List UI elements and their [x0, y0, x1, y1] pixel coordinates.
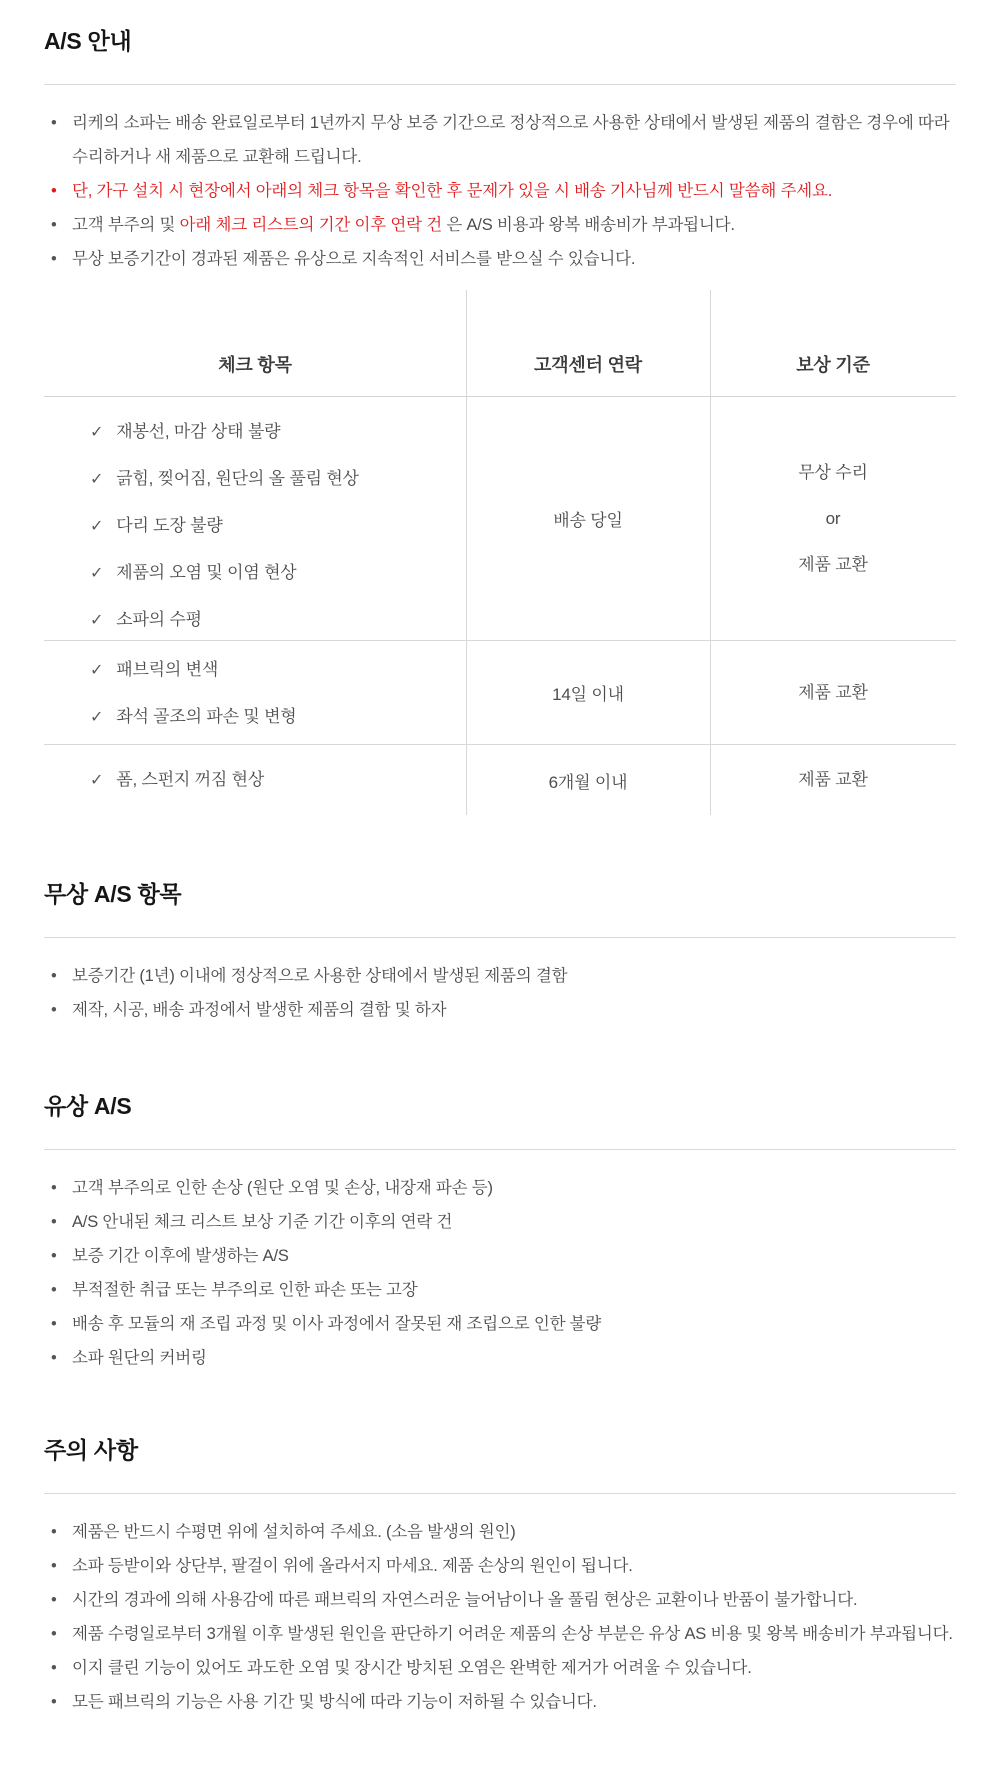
bullet-item — [44, 1239, 956, 1273]
bullet-item — [44, 1617, 956, 1651]
section-divider — [44, 1149, 956, 1150]
check-items-cell — [44, 397, 466, 640]
check-item-text: 제품의 오염 및 이염 현상 — [116, 563, 297, 582]
bullet-icon: • — [51, 1247, 57, 1265]
bullet-item — [44, 174, 956, 208]
section-divider — [44, 1493, 956, 1494]
bullet-text: 보증기간 (1년) 이내에 정상적으로 사용한 상태에서 발생된 제품의 결함 — [72, 967, 568, 985]
bullet-item — [44, 208, 956, 242]
bullet-item — [44, 1651, 956, 1685]
check-table-body — [44, 397, 956, 815]
check-item — [90, 409, 466, 456]
bullet-icon: • — [51, 1281, 57, 1299]
bullet-text: 이지 클린 기능이 있어도 과도한 오염 및 장시간 방치된 오염은 완벽한 제거가 어려울 수 있습니다. — [72, 1659, 752, 1677]
paid-as-title: 유상 A/S — [44, 1093, 132, 1119]
compensation-line: or — [825, 508, 841, 528]
check-table-header-row — [44, 290, 956, 397]
table-row — [44, 641, 956, 745]
section-as-guide — [44, 26, 956, 276]
bullet-item — [44, 993, 956, 1027]
bullet-item — [44, 1549, 956, 1583]
checkmark-icon: ✓ — [90, 518, 104, 535]
bullet-item — [44, 242, 956, 276]
bullet-item — [44, 1685, 956, 1719]
check-item-text: 좌석 골조의 파손 및 변형 — [116, 707, 297, 726]
bullet-text: 단, 가구 설치 시 현장에서 아래의 체크 항목을 확인한 후 문제가 있을 시 배송 기사님께 반드시 말씀해 주세요. — [72, 182, 833, 200]
check-item-text: 폼, 스펀지 꺼짐 현상 — [116, 770, 265, 789]
bullet-text: 소파 등받이와 상단부, 팔걸이 위에 올라서지 마세요. 제품 손상의 원인이 됩니다. — [72, 1557, 633, 1575]
check-item — [90, 694, 466, 741]
as-guide-bullet-list — [44, 106, 956, 276]
contact-cell: 6개월 이내 — [548, 772, 628, 792]
check-item-text: 패브릭의 변색 — [116, 660, 219, 679]
compensation-cell — [710, 641, 956, 744]
bullet-text: 리케의 소파는 배송 완료일로부터 1년까지 무상 보증 기간으로 정상적으로 사용한 상태에서 발생된 제품의 결함은 경우에 따라 수리하거나 새 제품으로 교환해 드립니다. — [72, 114, 950, 166]
bullet-icon: • — [51, 1523, 57, 1541]
bullet-text: 부적절한 취급 또는 부주의로 인한 파손 또는 고장 — [72, 1281, 418, 1299]
bullet-text: 소파 원단의 커버링 — [72, 1349, 207, 1367]
bullet-text: 고객 부주의로 인한 손상 (원단 오염 및 손상, 내장재 파손 등) — [72, 1179, 493, 1197]
bullet-item — [44, 959, 956, 993]
section-divider — [44, 937, 956, 938]
bullet-item — [44, 1307, 956, 1341]
table-header-check-items: 체크 항목 — [218, 355, 292, 375]
table-row — [44, 397, 956, 641]
section-caution — [44, 1435, 956, 1719]
table-row — [44, 745, 956, 815]
compensation-cell — [710, 397, 956, 640]
compensation-cell — [710, 745, 956, 815]
bullet-text: 시간의 경과에 의해 사용감에 따른 패브릭의 자연스러운 늘어남이나 올 풀림 현상은 교환이나 반품이 불가합니다. — [72, 1591, 858, 1609]
bullet-text: 보증 기간 이후에 발생하는 A/S — [72, 1247, 289, 1265]
table-header-contact: 고객센터 연락 — [534, 355, 642, 375]
checkmark-icon: ✓ — [90, 471, 104, 488]
checkmark-icon: ✓ — [90, 565, 104, 582]
as-guide-title: A/S 안내 — [44, 28, 132, 54]
check-items-cell — [44, 641, 466, 744]
bullet-icon: • — [51, 1625, 57, 1643]
check-item-text: 소파의 수평 — [116, 610, 202, 629]
check-item — [90, 550, 466, 597]
bullet-icon: • — [51, 1179, 57, 1197]
free-as-title: 무상 A/S 항목 — [44, 881, 182, 907]
bullet-icon: • — [51, 114, 57, 132]
bullet-text: 제품 수령일로부터 3개월 이후 발생된 원인을 판단하기 어려운 제품의 손상 부분은 유상 AS 비용 및 왕복 배송비가 부과됩니다. — [72, 1625, 953, 1643]
compensation-line: 제품 교환 — [798, 770, 868, 789]
checkmark-icon: ✓ — [90, 709, 104, 726]
check-item-text: 재봉선, 마감 상태 불량 — [116, 422, 281, 441]
check-item — [90, 597, 466, 644]
compensation-line: 무상 수리 — [798, 462, 868, 482]
bullet-item — [44, 1515, 956, 1549]
table-header-compensation: 보상 기준 — [796, 355, 870, 375]
check-item — [90, 757, 466, 804]
bullet-icon: • — [51, 216, 57, 234]
caution-bullet-list — [44, 1515, 956, 1719]
bullet-icon: • — [51, 967, 57, 985]
caution-title: 주의 사항 — [44, 1437, 138, 1463]
bullet-icon: • — [51, 182, 57, 200]
check-item — [90, 503, 466, 550]
paid-as-bullet-list — [44, 1171, 956, 1375]
contact-cell: 배송 당일 — [553, 511, 623, 530]
bullet-text: A/S 안내된 체크 리스트 보상 기준 기간 이후의 연락 건 — [72, 1213, 453, 1231]
bullet-icon: • — [51, 1213, 57, 1231]
check-item-text: 다리 도장 불량 — [116, 516, 223, 535]
check-item — [90, 456, 466, 503]
bullet-icon: • — [51, 1591, 57, 1609]
section-divider — [44, 84, 956, 85]
checkmark-icon: ✓ — [90, 662, 104, 679]
bullet-icon: • — [51, 1693, 57, 1711]
bullet-item — [44, 1171, 956, 1205]
bullet-item — [44, 1583, 956, 1617]
bullet-text: 제작, 시공, 배송 과정에서 발생한 제품의 결함 및 하자 — [72, 1001, 447, 1019]
checkmark-icon: ✓ — [90, 424, 104, 441]
bullet-icon: • — [51, 250, 57, 268]
check-item-text: 긁힘, 찢어짐, 원단의 올 풀림 현상 — [116, 469, 359, 488]
bullet-icon: • — [51, 1557, 57, 1575]
bullet-text: 무상 보증기간이 경과된 제품은 유상으로 지속적인 서비스를 받으실 수 있습니다. — [72, 250, 636, 268]
bullet-icon: • — [51, 1315, 57, 1333]
bullet-icon: • — [51, 1001, 57, 1019]
checkmark-icon: ✓ — [90, 612, 104, 629]
compensation-line: 제품 교환 — [798, 554, 868, 574]
bullet-item — [44, 1273, 956, 1307]
bullet-text: 배송 후 모듈의 재 조립 과정 및 이사 과정에서 잘못된 재 조립으로 인한 불량 — [72, 1315, 602, 1333]
section-paid-as — [44, 1091, 956, 1375]
bullet-icon: • — [51, 1349, 57, 1367]
section-free-as — [44, 879, 956, 1027]
free-as-bullet-list — [44, 959, 956, 1027]
check-item — [90, 647, 466, 694]
bullet-item — [44, 1205, 956, 1239]
bullet-item — [44, 106, 956, 174]
compensation-line: 제품 교환 — [798, 682, 868, 702]
column-divider-2 — [710, 290, 711, 815]
checkmark-icon: ✓ — [90, 772, 104, 789]
bullet-text: 고객 부주의 및 아래 체크 리스트의 기간 이후 연락 건 은 A/S 비용과 왕복 배송비가 부과됩니다. — [72, 216, 735, 234]
check-items-cell — [44, 745, 466, 815]
contact-cell: 14일 이내 — [552, 685, 624, 704]
check-table — [44, 290, 956, 815]
bullet-item — [44, 1341, 956, 1375]
bullet-text: 제품은 반드시 수평면 위에 설치하여 주세요. (소음 발생의 원인) — [72, 1523, 516, 1541]
bullet-text: 모든 패브릭의 기능은 사용 기간 및 방식에 따라 기능이 저하될 수 있습니다. — [72, 1693, 597, 1711]
column-divider-1 — [466, 290, 467, 815]
bullet-icon: • — [51, 1659, 57, 1677]
